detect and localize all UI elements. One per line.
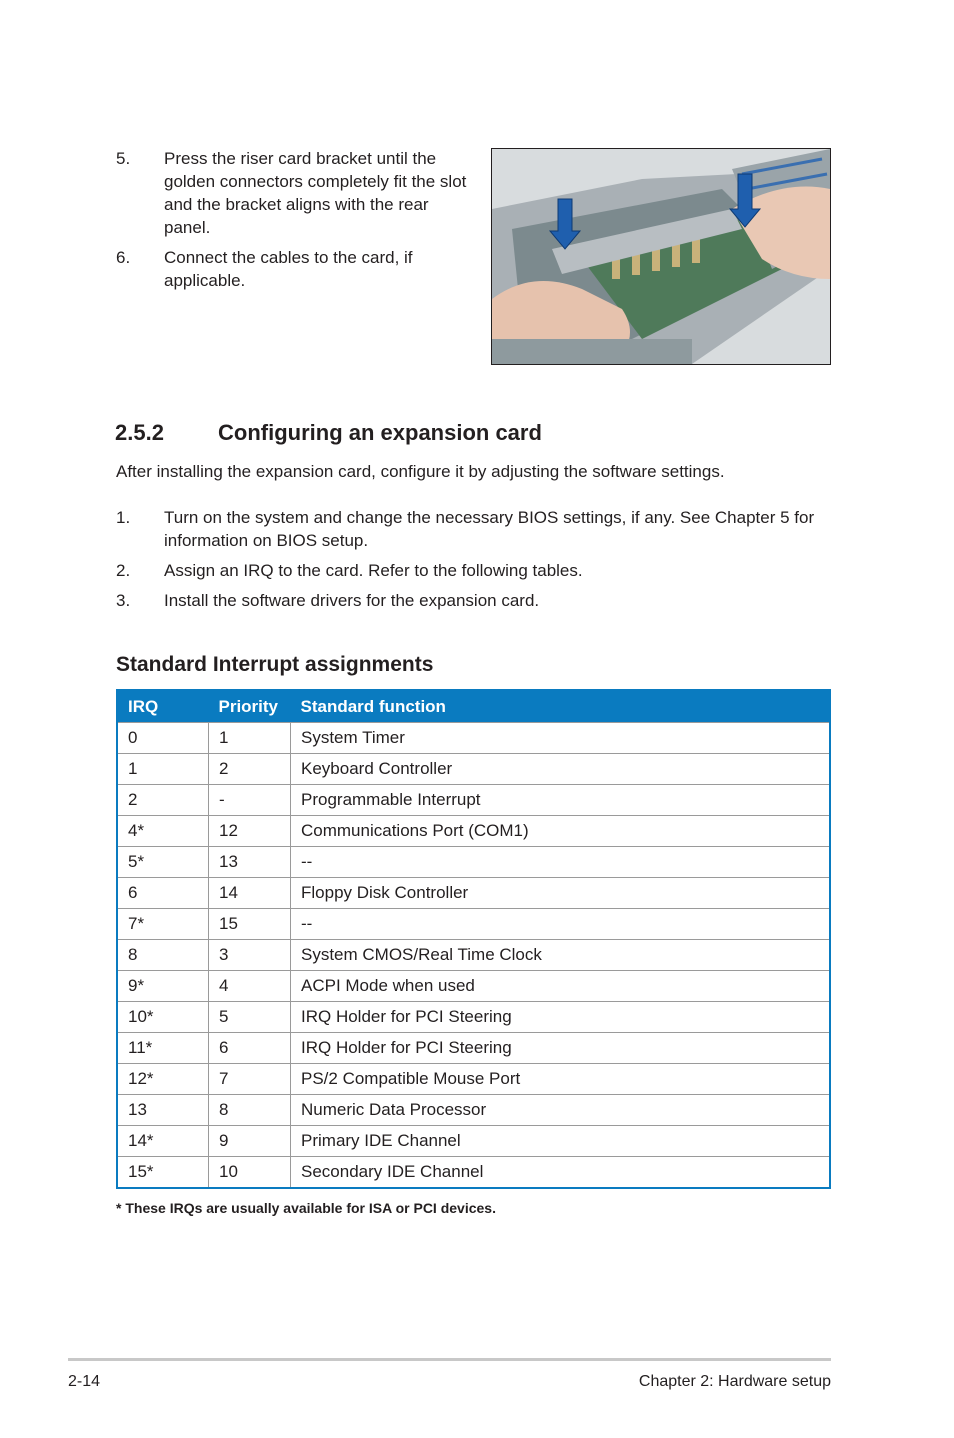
cell-irq: 0	[117, 723, 209, 754]
table-row	[117, 1064, 830, 1095]
cell-priority: 15	[209, 909, 291, 940]
cell-function: Primary IDE Channel	[291, 1126, 831, 1157]
step-2	[116, 559, 831, 582]
cell-irq: 8	[117, 940, 209, 971]
cell-irq: 1	[117, 754, 209, 785]
cell-irq: 9*	[117, 971, 209, 1002]
chapter-label: Chapter 2: Hardware setup	[638, 1373, 831, 1390]
column-header-function: Standard function	[291, 690, 831, 723]
step-text: Connect the cables to the card, if applicable.	[164, 248, 413, 290]
cell-function: Numeric Data Processor	[291, 1095, 831, 1126]
table-row	[117, 723, 830, 754]
table-row	[117, 940, 830, 971]
step-3	[116, 589, 831, 612]
cell-irq: 11*	[117, 1033, 209, 1064]
step-6	[116, 246, 476, 292]
cell-irq: 4*	[117, 816, 209, 847]
cell-priority: 7	[209, 1064, 291, 1095]
table-row	[117, 1095, 830, 1126]
step-5	[116, 147, 476, 239]
step-text: Assign an IRQ to the card. Refer to the following tables.	[164, 561, 583, 580]
section-number: 2.5.2	[115, 420, 164, 445]
table-row	[117, 847, 830, 878]
table-row	[117, 1126, 830, 1157]
cell-priority: 13	[209, 847, 291, 878]
step-number: 6.	[116, 248, 131, 267]
cell-priority: 4	[209, 971, 291, 1002]
step-text: Install the software drivers for the expansion card.	[164, 591, 540, 610]
cell-irq: 15*	[117, 1157, 209, 1189]
step-number: 3.	[116, 591, 131, 610]
cell-priority: 6	[209, 1033, 291, 1064]
column-header-priority: Priority	[209, 690, 291, 723]
section-title: Configuring an expansion card	[218, 420, 542, 445]
cell-function: Floppy Disk Controller	[291, 878, 831, 909]
cell-priority: 8	[209, 1095, 291, 1126]
table-row	[117, 1033, 830, 1064]
cell-priority: 1	[209, 723, 291, 754]
cell-priority: -	[209, 785, 291, 816]
cell-priority: 5	[209, 1002, 291, 1033]
cell-priority: 14	[209, 878, 291, 909]
irq-table	[116, 689, 831, 1189]
cell-function: System Timer	[291, 723, 831, 754]
table-row	[117, 971, 830, 1002]
cell-irq: 12*	[117, 1064, 209, 1095]
table-row	[117, 1157, 830, 1189]
column-header-irq: IRQ	[117, 690, 209, 723]
cell-function: IRQ Holder for PCI Steering	[291, 1033, 831, 1064]
cell-priority: 12	[209, 816, 291, 847]
table-footnote: * These IRQs are usually available for ISA or PCI devices.	[116, 1200, 496, 1216]
page-number: 2-14	[68, 1373, 101, 1390]
cell-irq: 13	[117, 1095, 209, 1126]
cell-function: Keyboard Controller	[291, 754, 831, 785]
cell-function: --	[291, 847, 831, 878]
cell-function: --	[291, 909, 831, 940]
riser-card-illustration	[492, 149, 830, 364]
step-number: 2.	[116, 561, 131, 580]
step-1	[116, 506, 831, 552]
table-row	[117, 754, 830, 785]
table-row	[117, 878, 830, 909]
riser-card-photo	[491, 148, 831, 365]
cell-function: System CMOS/Real Time Clock	[291, 940, 831, 971]
table-row	[117, 909, 830, 940]
cell-function: Programmable Interrupt	[291, 785, 831, 816]
step-number: 1.	[116, 508, 131, 527]
intro-paragraph: After installing the expansion card, configure it by adjusting the software settings.	[116, 462, 725, 481]
cell-function: Communications Port (COM1)	[291, 816, 831, 847]
cell-irq: 5*	[117, 847, 209, 878]
cell-priority: 10	[209, 1157, 291, 1189]
cell-priority: 2	[209, 754, 291, 785]
step-text: Press the riser card bracket until the golden connectors completely fit the slot and the bracket aligns with the rear panel.	[164, 149, 467, 237]
cell-irq: 10*	[117, 1002, 209, 1033]
table-row	[117, 816, 830, 847]
cell-priority: 3	[209, 940, 291, 971]
step-number: 5.	[116, 149, 131, 168]
cell-priority: 9	[209, 1126, 291, 1157]
cell-irq: 2	[117, 785, 209, 816]
table-row	[117, 1002, 830, 1033]
table-row	[117, 785, 830, 816]
cell-irq: 6	[117, 878, 209, 909]
cell-function: Secondary IDE Channel	[291, 1157, 831, 1189]
cell-function: ACPI Mode when used	[291, 971, 831, 1002]
cell-irq: 14*	[117, 1126, 209, 1157]
cell-irq: 7*	[117, 909, 209, 940]
footer-rule	[68, 1358, 831, 1361]
cell-function: PS/2 Compatible Mouse Port	[291, 1064, 831, 1095]
cell-function: IRQ Holder for PCI Steering	[291, 1002, 831, 1033]
table-header-row	[117, 690, 830, 723]
table-title: Standard Interrupt assignments	[116, 653, 434, 676]
step-text: Turn on the system and change the necessary BIOS settings, if any. See Chapter 5 for information on BIOS setup.	[164, 508, 815, 550]
